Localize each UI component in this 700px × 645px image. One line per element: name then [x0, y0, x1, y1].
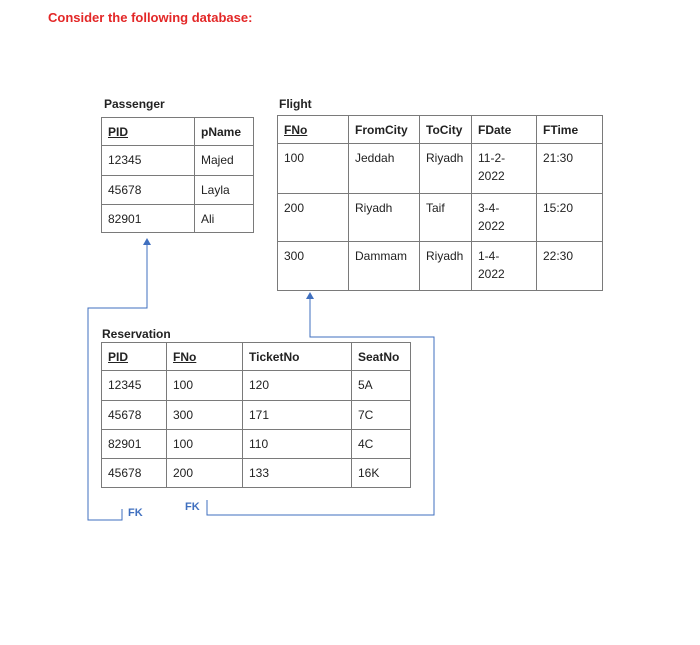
reservation-cell: 16K — [352, 459, 411, 488]
flight-cell: 11-2-2022 — [472, 144, 537, 194]
reservation-cell: 100 — [167, 371, 243, 401]
reservation-cell: 7C — [352, 401, 411, 430]
flight-cell: Riyadh — [349, 194, 420, 242]
flight-table-title: Flight — [279, 97, 312, 111]
flight-col-fdate: FDate — [472, 116, 537, 144]
reservation-cell: 200 — [167, 459, 243, 488]
passenger-cell: 12345 — [102, 146, 195, 176]
page-heading: Consider the following database: — [48, 10, 253, 25]
passenger-col-pname: pName — [195, 118, 254, 146]
arrow-up-icon — [306, 292, 314, 299]
flight-cell: 200 — [278, 194, 349, 242]
reservation-cell: 120 — [243, 371, 352, 401]
flight-cell: Jeddah — [349, 144, 420, 194]
flight-cell: 3-4-2022 — [472, 194, 537, 242]
reservation-col-seatno: SeatNo — [352, 343, 411, 371]
passenger-table-title: Passenger — [104, 97, 165, 111]
arrow-up-icon — [143, 238, 151, 245]
reservation-col-ticketno: TicketNo — [243, 343, 352, 371]
reservation-cell: 171 — [243, 401, 352, 430]
flight-col-tocity: ToCity — [420, 116, 472, 144]
reservation-col-fno: FNo — [167, 343, 243, 371]
reservation-cell: 300 — [167, 401, 243, 430]
flight-cell: Riyadh — [420, 144, 472, 194]
flight-cell: Taif — [420, 194, 472, 242]
fk-connector-fno — [207, 292, 434, 515]
reservation-cell: 45678 — [102, 401, 167, 430]
reservation-cell: 5A — [352, 371, 411, 401]
flight-cell: Dammam — [349, 242, 420, 291]
passenger-cell: Ali — [195, 205, 254, 233]
fk-label-fno: FK — [185, 501, 200, 513]
reservation-cell: 133 — [243, 459, 352, 488]
flight-cell: 22:30 — [537, 242, 603, 291]
passenger-col-pid: PID — [102, 118, 195, 146]
flight-col-ftime: FTime — [537, 116, 603, 144]
flight-cell: 21:30 — [537, 144, 603, 194]
flight-cell: 15:20 — [537, 194, 603, 242]
reservation-cell: 45678 — [102, 459, 167, 488]
flight-cell: 100 — [278, 144, 349, 194]
passenger-cell: 45678 — [102, 176, 195, 205]
fk-connector-pid — [88, 238, 151, 520]
reservation-table-title: Reservation — [102, 327, 171, 341]
flight-col-fromcity: FromCity — [349, 116, 420, 144]
reservation-cell: 82901 — [102, 430, 167, 459]
reservation-col-pid: PID — [102, 343, 167, 371]
flight-cell: 300 — [278, 242, 349, 291]
flight-cell: Riyadh — [420, 242, 472, 291]
reservation-cell: 100 — [167, 430, 243, 459]
passenger-cell: 82901 — [102, 205, 195, 233]
passenger-cell: Majed — [195, 146, 254, 176]
passenger-cell: Layla — [195, 176, 254, 205]
flight-col-fno: FNo — [278, 116, 349, 144]
fk-label-pid: FK — [128, 507, 143, 519]
reservation-cell: 12345 — [102, 371, 167, 401]
flight-cell: 1-4-2022 — [472, 242, 537, 291]
reservation-cell: 110 — [243, 430, 352, 459]
reservation-cell: 4C — [352, 430, 411, 459]
